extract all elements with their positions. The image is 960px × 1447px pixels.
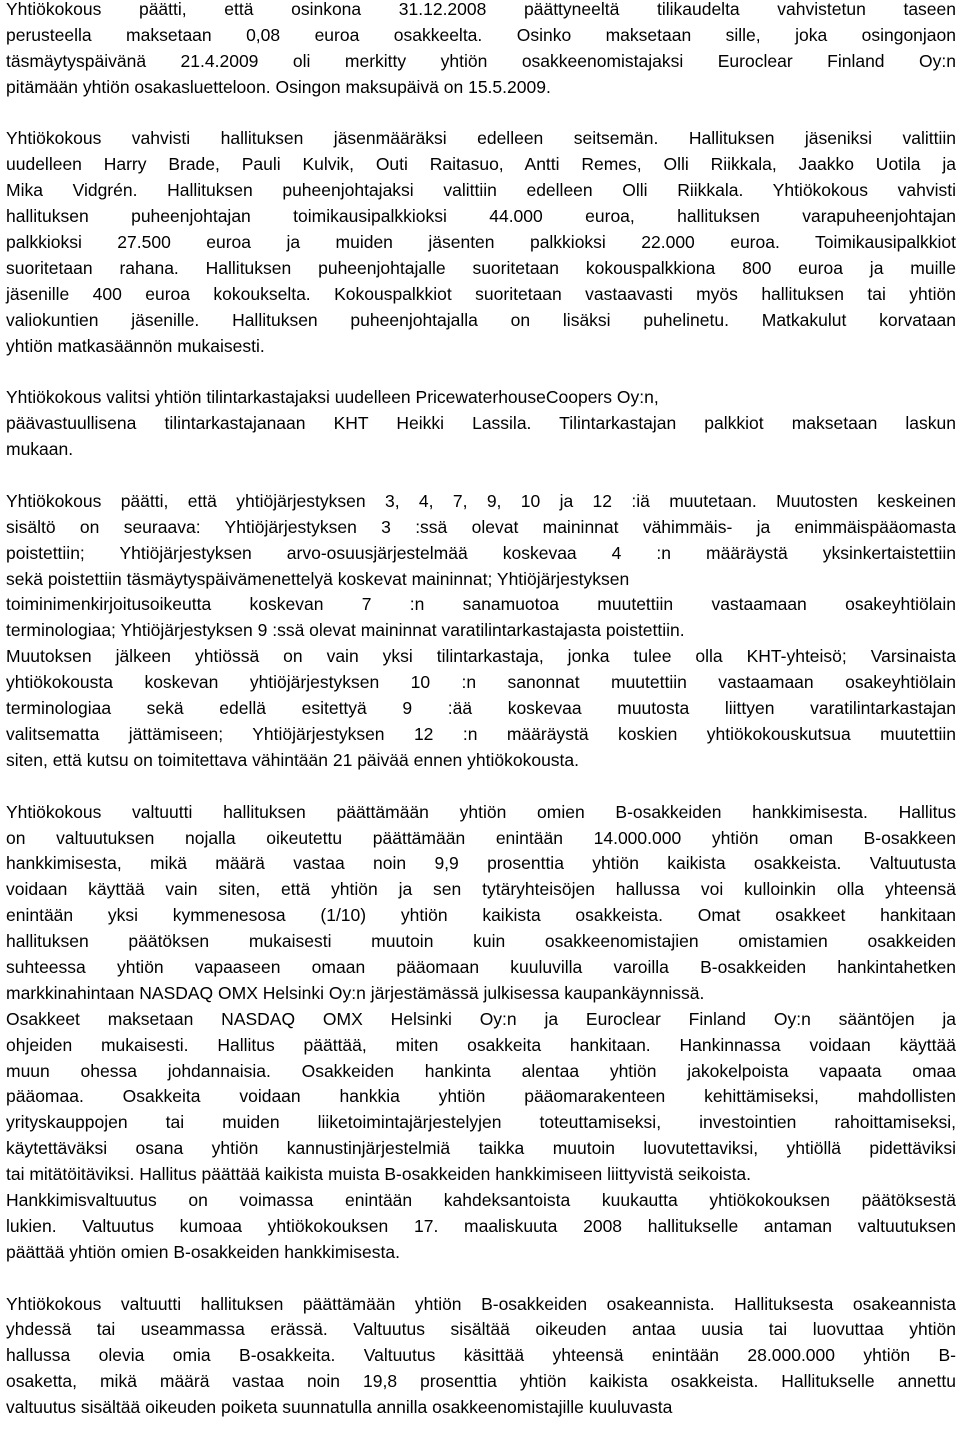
text-line: yhtiön matkasäännön mukaisesti. — [6, 335, 265, 356]
paragraph-auditor — [6, 385, 956, 463]
paragraph-dividend — [6, 0, 956, 101]
paragraph-share-repurchase — [6, 800, 956, 1266]
text-line: ohjeiden mukaisesti. Hallitus päättää, miten osakkeita hankitaan. Hankinnassa voidaan käyttää — [6, 1034, 956, 1055]
text-line: uudelleen Harry Brade, Pauli Kulvik, Outi Raitasuo, Antti Remes, Olli Riikkala, Jaakko Uotila ja — [6, 154, 956, 175]
text-line: lukien. Valtuutus kumoaa yhtiökokouksen 17. maaliskuuta 2008 hallitukselle antaman valtuutuksen — [6, 1215, 956, 1236]
text-line: enintään yksi kymmenesosa (1/10) yhtiön kaikista osakkeista. Omat osakkeet hankitaan — [6, 905, 956, 926]
text-line: on valtuutuksen nojalla oikeutettu päättämään enintään 14.000.000 yhtiön oman B-osakkeen — [6, 827, 956, 848]
text-line: markkinahintaan NASDAQ OMX Helsinki Oy:n järjestämässä julkisessa kaupankäynnissä. — [6, 982, 705, 1003]
text-line: terminologiaa; Yhtiöjärjestyksen 9 :ssä olevat maininnat varatilintarkastajasta poistettiin. — [6, 620, 685, 641]
text-line: pitämään yhtiön osakasluetteloon. Osingon maksupäivä on 15.5.2009. — [6, 76, 551, 97]
text-line: täsmäytyspäivänä 21.4.2009 oli merkitty yhtiön osakkeenomistajaksi Euroclear Finland Oy:n — [6, 50, 956, 71]
document-page — [6, 0, 956, 1447]
text-line: tai mitätöitäviksi. Hallitus päättää kaikista muista B-osakkeiden hankkimiseen liittyvistä seikoista. — [6, 1164, 752, 1185]
text-line: Yhtiökokous valtuutti hallituksen päättämään yhtiön B-osakkeiden osakeannista. Hallituksesta osakeannista — [6, 1293, 956, 1314]
text-line: pääomaa. Osakkeita voidaan hankkia yhtiön pääomarakenteen kehittämiseksi, mahdollisten — [6, 1086, 956, 1107]
text-line: valtuutus sisältää oikeuden poiketa suunnatulla annilla osakkeenomistajille kuuluvasta — [6, 1397, 673, 1418]
text-line: hallituksen päätöksen mukaisesti muutoin kuin osakkeenomistajien omistamien osakkeiden — [6, 931, 956, 952]
paragraph-board — [6, 126, 956, 359]
text-line: jäsenille 400 euroa kokoukselta. Kokouspalkkiot suoritetaan vastaavasti myös hallituksen tai yhtiön — [6, 283, 956, 304]
text-line: Yhtiökokous päätti, että yhtiöjärjestyksen 3, 4, 7, 9, 10 ja 12 :iä muutetaan. Muutosten keskeinen — [6, 490, 956, 511]
text-line: mukaan. — [6, 439, 74, 460]
text-line: Osakkeet maksetaan NASDAQ OMX Helsinki Oy:n ja Euroclear Finland Oy:n sääntöjen ja — [6, 1008, 956, 1029]
text-line: Yhtiökokous päätti, että osinkona 31.12.2008 päättyneeltä tilikaudelta vahvistetun taseen — [6, 0, 956, 19]
text-line: suhteessa yhtiön vapaaseen omaan pääomaan kuuluvilla varoilla B-osakkeiden hankintahetken — [6, 956, 956, 977]
text-line: päävastuullisena tilintarkastajanaan KHT Heikki Lassila. Tilintarkastajan palkkiot maksetaan laskun — [6, 413, 956, 434]
text-line: Yhtiökokous valitsi yhtiön tilintarkastajaksi uudelleen PricewaterhouseCoopers Oy:n, — [6, 387, 659, 408]
text-line: toiminimenkirjoitusoikeutta koskevan 7 :n sanamuotoa muutettiin vastaamaan osakeyhtiölain — [6, 594, 956, 615]
text-line: päättää yhtiön omien B-osakkeiden hankkimisesta. — [6, 1241, 400, 1262]
text-line: palkkioksi 27.500 euroa ja muiden jäsenten palkkioksi 22.000 euroa. Toimikausipalkkiot — [6, 232, 956, 253]
text-line: Yhtiökokous valtuutti hallituksen päättämään yhtiön omien B-osakkeiden hankkimisesta. Hallitus — [6, 801, 956, 822]
text-line: muun ohessa johdannaisia. Osakkeiden hankinta alentaa yhtiön jakokelpoista vapaata omaa — [6, 1060, 956, 1081]
text-line: hallussa olevia omia B-osakkeita. Valtuutus käsittää yhteensä enintään 28.000.000 yhtiön B- — [6, 1345, 956, 1366]
text-line: sekä poistettiin täsmäytyspäivämenettelyä koskevat maininnat; Yhtiöjärjestyksen — [6, 568, 630, 589]
text-line: voidaan käyttää vain siten, että yhtiön ja sen tytäryhteisöjen hallussa voi kulloinkin olla yhteensä — [6, 879, 956, 900]
text-line: perusteella maksetaan 0,08 euroa osakkeelta. Osinko maksetaan sille, joka osingonjaon — [6, 24, 956, 45]
text-line: hankkimisesta, mikä määrä vastaa noin 9,9 prosenttia yhtiön kaikista osakkeista. Valtuutusta — [6, 853, 956, 874]
text-line: terminologiaa sekä edellä esitettyä 9 :ää koskevaa muutosta liittyen varatilintarkastajan — [6, 698, 956, 719]
text-line: valitsematta jättämiseen; Yhtiöjärjestyksen 12 :n määräystä koskien yhtiökokouskutsua muutettiin — [6, 723, 956, 744]
text-line: käytettäväksi osana yhtiön kannustinjärjestelmiä taikka muutoin luovutettaviksi, yhtiöllä pidettäviksi — [6, 1138, 956, 1159]
text-line: Yhtiökokous vahvisti hallituksen jäsenmääräksi edelleen seitsemän. Hallituksen jäseniksi valittiin — [6, 128, 956, 149]
text-line: yhtiökokousta koskevan yhtiöjärjestyksen 10 :n sanonnat muutettiin vastaamaan osakeyhtiölain — [6, 672, 956, 693]
text-line: yrityskauppojen tai muiden liiketoimintajärjestelyjen toteuttamiseksi, investointien rahoittamiseksi, — [6, 1112, 956, 1133]
paragraph-articles — [6, 489, 956, 774]
text-line: suoritetaan rahana. Hallituksen puheenjohtajalle suoritetaan kokouspalkkiona 800 euroa ja muille — [6, 257, 956, 278]
text-line: siten, että kutsu on toimitettava vähintään 21 päivää ennen yhtiökokousta. — [6, 749, 580, 770]
text-line: yhdessä tai useammassa erässä. Valtuutus sisältää oikeuden antaa uusia tai luovuttaa yhtiön — [6, 1319, 956, 1340]
text-line: Muutoksen jälkeen yhtiössä on vain yksi tilintarkastaja, jonka tulee olla KHT-yhteisö; Varsinaista — [6, 646, 956, 667]
text-line: Hankkimisvaltuutus on voimassa enintään kahdeksantoista kuukautta yhtiökokouksen päätöksestä — [6, 1189, 956, 1210]
text-line: poistettiin; Yhtiöjärjestyksen arvo-osuusjärjestelmää koskevaa 4 :n määräystä yksinkertaistettiin — [6, 542, 956, 563]
text-line: osaketta, mikä määrä vastaa noin 19,8 prosenttia yhtiön kaikista osakkeista. Hallitukselle annettu — [6, 1371, 956, 1392]
paragraph-share-issue — [6, 1292, 956, 1421]
text-line: valiokuntien jäsenille. Hallituksen puheenjohtajalla on lisäksi puhelinetu. Matkakulut korvataan — [6, 309, 956, 330]
text-line: sisältö on seuraava: Yhtiöjärjestyksen 3 :ssä olevat maininnat vähimmäis- ja enimmäispääomasta — [6, 516, 956, 537]
text-line: hallituksen puheenjohtajan toimikausipalkkioksi 44.000 euroa, hallituksen varapuheenjohtajan — [6, 206, 956, 227]
text-line: Mika Vidgrén. Hallituksen puheenjohtajaksi valittiin edelleen Olli Riikkala. Yhtiökokous vahvisti — [6, 180, 956, 201]
